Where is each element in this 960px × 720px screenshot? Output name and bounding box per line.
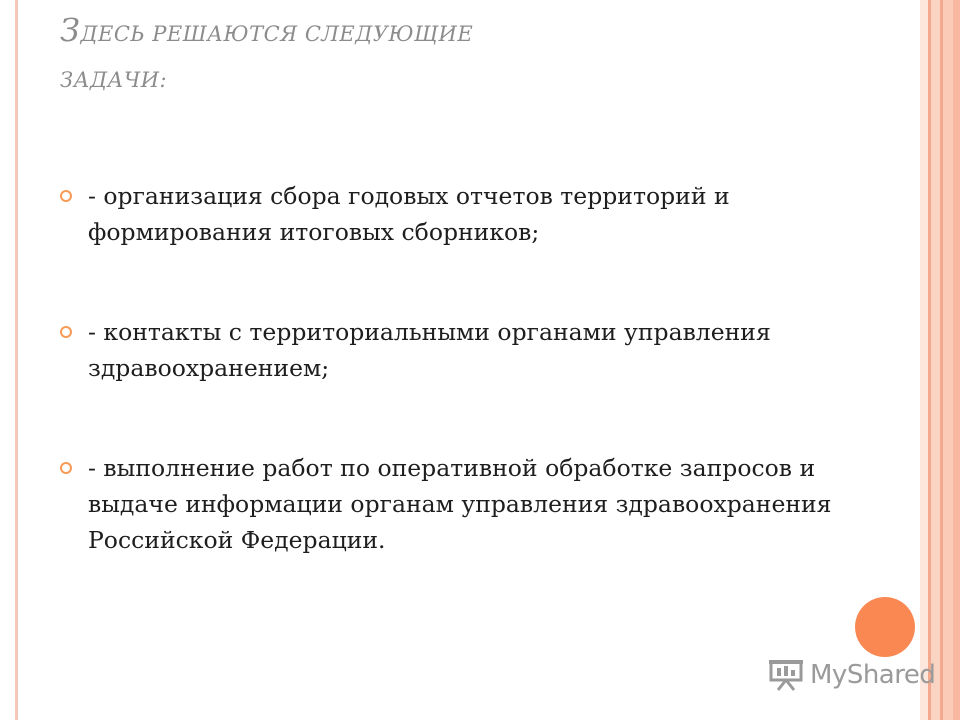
orange-circle-decoration [855,597,915,657]
ring-bullet-icon [60,462,72,474]
list-item [60,314,850,386]
slide-title [60,8,840,102]
list-item-text: - организация сбора годовых отчетов территорий и формирования итоговых сборников; [88,182,730,246]
watermark-text: MyShared [810,660,936,690]
list-item-text: - выполнение работ по оперативной обработке запросов и выдаче информации органам управления здравоохранения Российской Федерации. [88,454,832,554]
title-initial-cap: З [60,11,81,49]
presentation-board-icon [768,658,804,692]
task-list [60,178,850,558]
stripe [920,0,928,720]
title-line-1-text: ДЕСЬ РЕШАЮТСЯ СЛЕДУЮЩИЕ [80,22,474,46]
watermark-logo [768,655,935,695]
ring-bullet-icon [60,190,72,202]
stripe [943,0,953,720]
right-decorative-stripes [920,0,960,720]
title-line-2-text: ЗАДАЧИ: [60,68,168,92]
stripe [931,0,940,720]
list-item-text: - контакты с территориальными органами управления здравоохранением; [88,318,771,382]
list-item [60,450,850,558]
stripe [953,0,960,720]
left-border-line [15,0,18,720]
ring-bullet-icon [60,326,72,338]
title-line-1 [60,8,840,56]
list-item [60,178,850,250]
title-line-2 [60,56,840,102]
